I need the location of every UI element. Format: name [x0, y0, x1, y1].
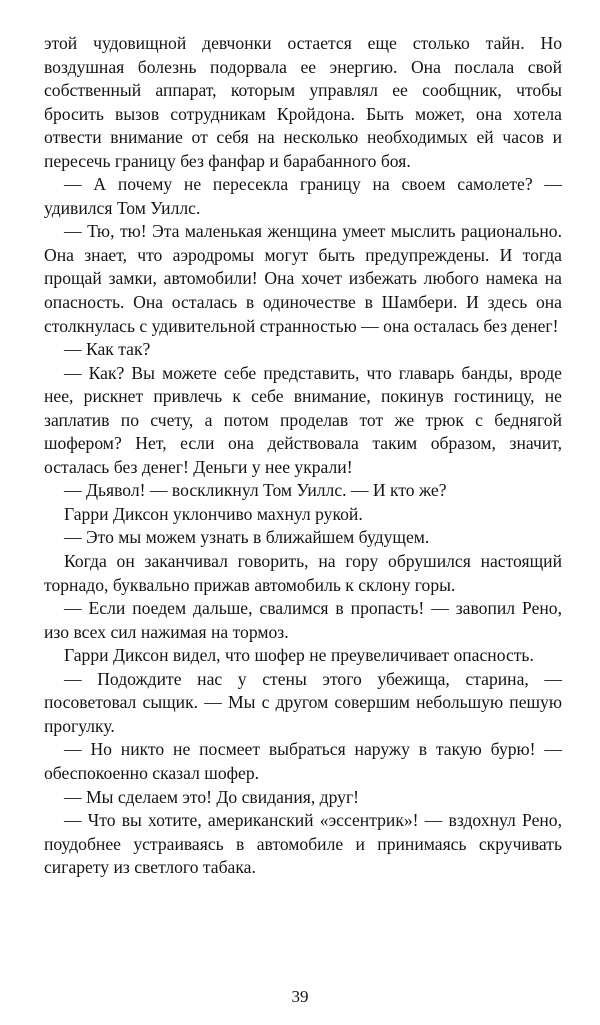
- paragraph: — Но никто не посмеет выбраться наружу в такую бурю! — обеспокоенно сказал шофер.: [44, 739, 562, 783]
- paragraph: Гарри Диксон уклончиво махнул рукой.: [64, 503, 363, 524]
- paragraph: — Как? Вы можете себе представить, что главарь банды, вроде нее, рискнет привлечь к себе внимание, покинув гостиницу, не заплатив по счету, а потом проделав тот же трюк с беднягой шофером? Нет, если она действовала таким образом, значит, осталась без денег! Деньги у нее украли!: [44, 362, 562, 477]
- paragraph: — Если поедем дальше, свалимся в пропасть! — завопил Рено, изо всех сил нажимая на тормоз.: [44, 598, 562, 642]
- paragraph: — Это мы можем узнать в ближайшем будущем.: [64, 527, 430, 548]
- paragraph: — А почему не пересекла границу на своем самолете? — удивился Том Уиллс.: [44, 174, 562, 218]
- page-text: [44, 32, 562, 880]
- paragraph: этой чудовищной девчонки остается еще столько тайн. Но воздушная болезнь подорвала ее энергию. Она послала свой собственный аппарат, которым управлял ее сообщник, чтобы бросить вызов сотрудникам Кройдона. Быть может, она хотела отвести внимание от себя на несколько необходимых ей часов и пересечь границу без фанфар и барабанного боя.: [44, 33, 562, 171]
- paragraph: Когда он заканчивал говорить, на гору обрушился настоящий торнадо, буквально прижав автомобиль к склону горы.: [44, 551, 562, 595]
- paragraph: — Как так?: [64, 339, 151, 360]
- page-number: 39: [291, 987, 309, 1006]
- paragraph: — Что вы хотите, американский «эссентрик»! — вздохнул Рено, поудобнее устраиваясь в автомобиле и принимаясь скручивать сигарету из светлого табака.: [44, 810, 562, 878]
- paragraph: — Подождите нас у стены этого убежища, старина, — посоветовал сыщик. — Мы с другом совершим небольшую пешую прогулку.: [44, 668, 562, 736]
- paragraph: — Тю, тю! Эта маленькая женщина умеет мыслить рационально. Она знает, что аэродромы могут быть предупреждены. И тогда прощай замки, автомобили! Она хочет избежать любого намека на опасность. Она осталась в одиночестве в Шамбери. И здесь она столкнулась с удивительной странностью — она осталась без денег!: [44, 221, 562, 336]
- paragraph: — Мы сделаем это! До свидания, друг!: [64, 786, 360, 807]
- paragraph: Гарри Диксон видел, что шофер не преувеличивает опасность.: [64, 645, 534, 666]
- paragraph: — Дьявол! — воскликнул Том Уиллс. — И кто же?: [64, 480, 447, 501]
